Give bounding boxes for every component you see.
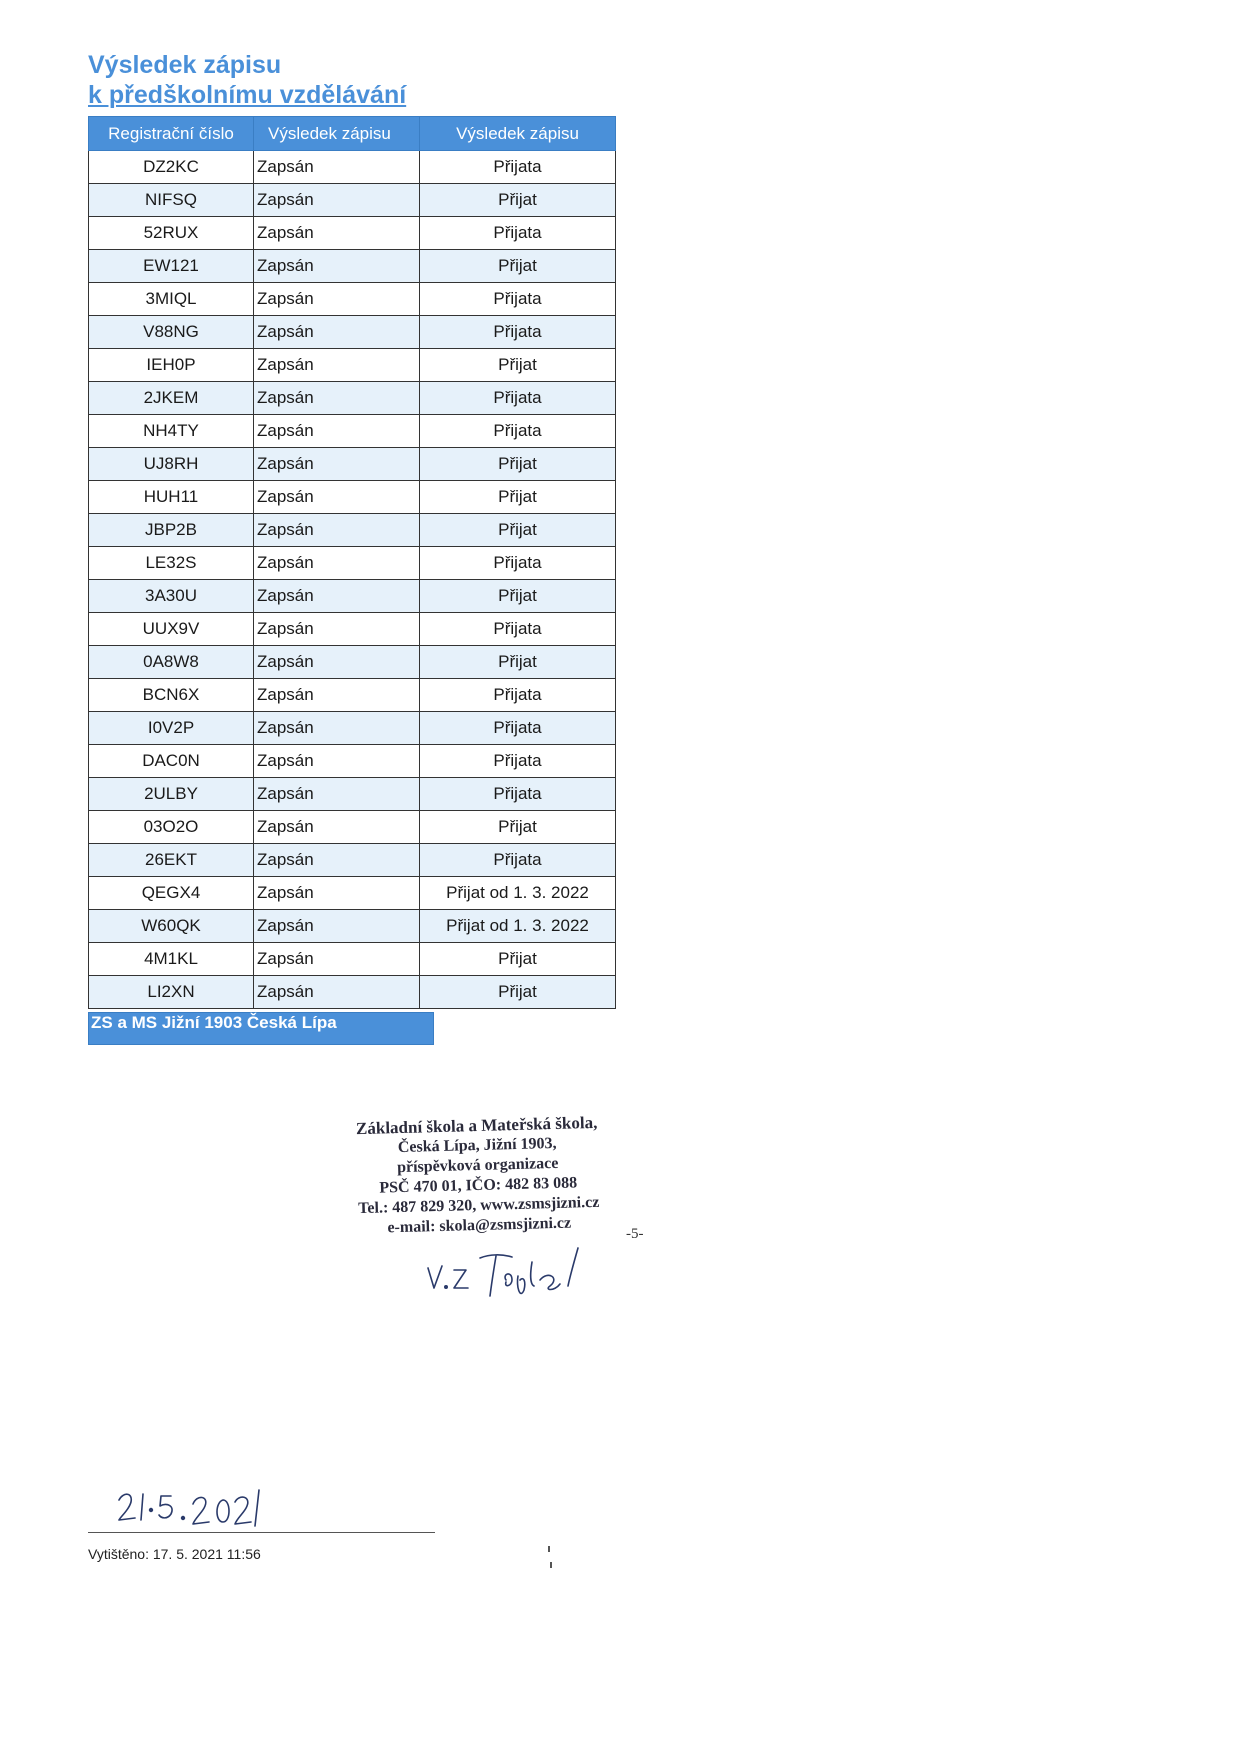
table-row	[89, 646, 616, 679]
table-row	[89, 580, 616, 613]
enrollment-result-cell: Zapsán	[254, 217, 420, 250]
enrollment-result-cell: Zapsán	[254, 943, 420, 976]
table-row	[89, 415, 616, 448]
admission-result-cell: Přijat	[420, 448, 616, 481]
registration-number-cell: LI2XN	[89, 976, 254, 1009]
table-row	[89, 151, 616, 184]
admission-result-cell: Přijat	[420, 976, 616, 1009]
admission-result-cell: Přijata	[420, 415, 616, 448]
enrollment-result-cell: Zapsán	[254, 514, 420, 547]
registration-number-cell: HUH11	[89, 481, 254, 514]
enrollment-result-cell: Zapsán	[254, 547, 420, 580]
registration-number-cell: DZ2KC	[89, 151, 254, 184]
admission-result-cell: Přijat	[420, 943, 616, 976]
stamp-line: PSČ 470 01, IČO: 482 83 088	[379, 1174, 578, 1197]
printed-timestamp: Vytištěno: 17. 5. 2021 11:56	[88, 1546, 261, 1562]
enrollment-result-cell: Zapsán	[254, 415, 420, 448]
table-row	[89, 943, 616, 976]
registration-number-cell: LE32S	[89, 547, 254, 580]
table-row	[89, 481, 616, 514]
scan-speck	[548, 1546, 550, 1552]
table-row	[89, 712, 616, 745]
admission-result-cell: Přijata	[420, 745, 616, 778]
handwritten-date	[115, 1484, 265, 1530]
table-row	[89, 514, 616, 547]
enrollment-result-cell: Zapsán	[254, 580, 420, 613]
admission-result-cell: Přijat	[420, 184, 616, 217]
header-registration-number: Registrační číslo	[89, 117, 254, 151]
scan-speck	[550, 1562, 552, 1568]
admission-result-cell: Přijat	[420, 580, 616, 613]
admission-result-cell: Přijata	[420, 316, 616, 349]
table-row	[89, 910, 616, 943]
handwritten-signature	[420, 1240, 610, 1310]
stamp-line: příspěvková organizace	[396, 1154, 559, 1177]
admission-result-cell: Přijata	[420, 547, 616, 580]
table-row	[89, 745, 616, 778]
enrollment-result-cell: Zapsán	[254, 613, 420, 646]
admission-result-cell: Přijat	[420, 514, 616, 547]
registration-number-cell: 2JKEM	[89, 382, 254, 415]
enrollment-result-cell: Zapsán	[254, 250, 420, 283]
table-row	[89, 547, 616, 580]
registration-number-cell: 03O2O	[89, 811, 254, 844]
registration-number-cell: V88NG	[89, 316, 254, 349]
registration-number-cell: 52RUX	[89, 217, 254, 250]
table-row	[89, 778, 616, 811]
admission-result-cell: Přijata	[420, 712, 616, 745]
title-line-2: k předškolnímu vzdělávání	[88, 81, 407, 109]
table-row	[89, 877, 616, 910]
enrollment-result-cell: Zapsán	[254, 679, 420, 712]
enrollment-result-cell: Zapsán	[254, 712, 420, 745]
school-stamp	[316, 1112, 639, 1240]
table-body	[89, 151, 616, 1009]
registration-number-cell: 26EKT	[89, 844, 254, 877]
enrollment-result-cell: Zapsán	[254, 745, 420, 778]
table-row	[89, 844, 616, 877]
header-admission-result: Výsledek zápisu	[420, 117, 616, 151]
results-table	[88, 116, 616, 1009]
enrollment-result-cell: Zapsán	[254, 316, 420, 349]
header-enrollment-result: Výsledek zápisu	[254, 117, 420, 151]
enrollment-result-cell: Zapsán	[254, 151, 420, 184]
enrollment-result-cell: Zapsán	[254, 481, 420, 514]
admission-result-cell: Přijata	[420, 778, 616, 811]
enrollment-result-cell: Zapsán	[254, 910, 420, 943]
enrollment-result-cell: Zapsán	[254, 646, 420, 679]
school-name-bar: ZS a MS Jižní 1903 Česká Lípa	[88, 1012, 434, 1045]
table-row	[89, 250, 616, 283]
admission-result-cell: Přijata	[420, 217, 616, 250]
table-row	[89, 811, 616, 844]
table-row	[89, 448, 616, 481]
admission-result-cell: Přijata	[420, 151, 616, 184]
enrollment-result-cell: Zapsán	[254, 844, 420, 877]
enrollment-result-cell: Zapsán	[254, 283, 420, 316]
enrollment-result-cell: Zapsán	[254, 184, 420, 217]
page-title	[88, 50, 406, 110]
registration-number-cell: EW121	[89, 250, 254, 283]
registration-number-cell: 2ULBY	[89, 778, 254, 811]
registration-number-cell: IEH0P	[89, 349, 254, 382]
title-line-1: Výsledek zápisu	[88, 51, 282, 79]
registration-number-cell: UJ8RH	[89, 448, 254, 481]
registration-number-cell: DAC0N	[89, 745, 254, 778]
table-row	[89, 316, 616, 349]
registration-number-cell: JBP2B	[89, 514, 254, 547]
registration-number-cell: QEGX4	[89, 877, 254, 910]
admission-result-cell: Přijat	[420, 250, 616, 283]
table-header	[89, 117, 616, 151]
page-number: -5-	[626, 1226, 644, 1242]
registration-number-cell: 0A8W8	[89, 646, 254, 679]
stamp-line: Tel.: 487 829 320, www.zsmsjizni.cz	[357, 1193, 600, 1218]
admission-result-cell: Přijat	[420, 646, 616, 679]
stamp-line: Česká Lípa, Jižní 1903,	[397, 1134, 557, 1157]
table-row	[89, 613, 616, 646]
registration-number-cell: 3A30U	[89, 580, 254, 613]
footer-divider	[88, 1532, 435, 1533]
enrollment-result-cell: Zapsán	[254, 811, 420, 844]
enrollment-result-cell: Zapsán	[254, 976, 420, 1009]
admission-result-cell: Přijat od 1. 3. 2022	[420, 877, 616, 910]
admission-result-cell: Přijat	[420, 349, 616, 382]
admission-result-cell: Přijata	[420, 679, 616, 712]
registration-number-cell: I0V2P	[89, 712, 254, 745]
admission-result-cell: Přijata	[420, 844, 616, 877]
registration-number-cell: W60QK	[89, 910, 254, 943]
admission-result-cell: Přijat od 1. 3. 2022	[420, 910, 616, 943]
registration-number-cell: UUX9V	[89, 613, 254, 646]
registration-number-cell: BCN6X	[89, 679, 254, 712]
registration-number-cell: NIFSQ	[89, 184, 254, 217]
enrollment-result-cell: Zapsán	[254, 877, 420, 910]
table-row	[89, 349, 616, 382]
table-row	[89, 976, 616, 1009]
admission-result-cell: Přijata	[420, 382, 616, 415]
table-row	[89, 184, 616, 217]
admission-result-cell: Přijat	[420, 481, 616, 514]
registration-number-cell: 3MIQL	[89, 283, 254, 316]
stamp-line: Základní škola a Mateřská škola,	[355, 1112, 598, 1139]
registration-number-cell: 4M1KL	[89, 943, 254, 976]
registration-number-cell: NH4TY	[89, 415, 254, 448]
admission-result-cell: Přijat	[420, 811, 616, 844]
enrollment-result-cell: Zapsán	[254, 778, 420, 811]
enrollment-result-cell: Zapsán	[254, 448, 420, 481]
stamp-line: e-mail: skola@zsmsjizni.cz	[387, 1214, 572, 1237]
table-row	[89, 283, 616, 316]
admission-result-cell: Přijata	[420, 283, 616, 316]
admission-result-cell: Přijata	[420, 613, 616, 646]
table-row	[89, 382, 616, 415]
table-row	[89, 679, 616, 712]
enrollment-result-cell: Zapsán	[254, 382, 420, 415]
enrollment-result-cell: Zapsán	[254, 349, 420, 382]
table-row	[89, 217, 616, 250]
